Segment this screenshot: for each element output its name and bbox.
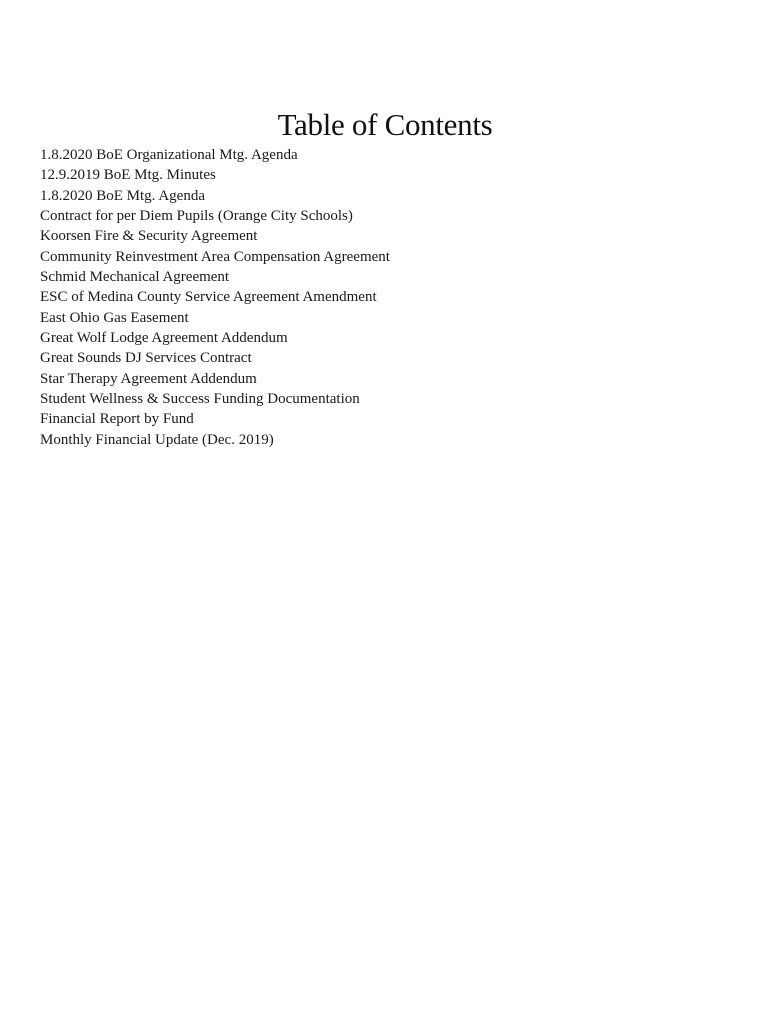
toc-entry: East Ohio Gas Easement (40, 309, 189, 326)
toc-entry: ESC of Medina County Service Agreement Amendment (40, 289, 377, 306)
toc-entry: 1.8.2020 BoE Organizational Mtg. Agenda (40, 147, 298, 163)
toc-entry: 12.9.2019 BoE Mtg. Minutes (40, 167, 216, 184)
toc-entry: Financial Report by Fund (40, 411, 194, 428)
toc-entry: Schmid Mechanical Agreement (40, 269, 230, 286)
toc-entry: Community Reinvestment Area Compensation Agreement (40, 248, 390, 265)
toc-entry: 1.8.2020 BoE Mtg. Agenda (40, 187, 205, 204)
page-title: Table of Contents (277, 107, 493, 142)
toc-entry: Monthly Financial Update (Dec. 2019) (40, 431, 274, 448)
toc-entry: Contract for per Diem Pupils (Orange City Schools) (40, 208, 353, 225)
toc-entry: Koorsen Fire & Security Agreement (40, 228, 258, 245)
toc-entry: Star Therapy Agreement Addendum (40, 370, 257, 387)
toc-entry: Great Sounds DJ Services Contract (40, 350, 252, 367)
toc-entry: Student Wellness & Success Funding Documentation (40, 391, 360, 408)
toc-list (40, 145, 390, 450)
toc-entry: Great Wolf Lodge Agreement Addendum (40, 330, 288, 347)
